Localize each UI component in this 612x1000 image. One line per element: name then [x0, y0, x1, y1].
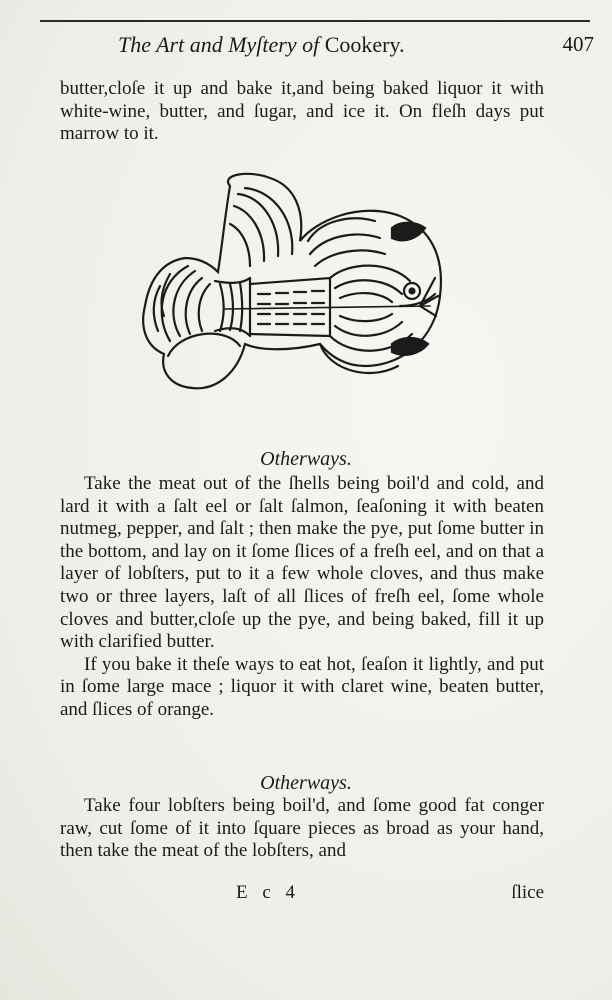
paragraph: butter,cloſe it up and bake it,and being baked liquor it with white-wine, butter, and ſugar, and ice it. On fleſh days put marrow to it. [60, 78, 544, 145]
paragraph: Take the meat out of the ſhells being boil'd and cold, and lard it with a ſalt eel or ſalt ſalmon, ſeaſoning it with beaten nutmeg, pepper, and ſalt ; then make the pye, put ſome butter in the bottom, and lay on it ſome ſlices of a freſh eel, and on that a layer of lobſters, put to it a few whole cloves, and thus make two or three layers, laſt of all ſlices of freſh eel, ſome whole cloves and butter,cloſe up the pye, and being baked, fill it up with clarified butter. [60, 473, 544, 653]
section-body [60, 473, 544, 722]
running-header [60, 30, 594, 64]
section-heading: Otherways. [260, 772, 352, 794]
page-number: 407 [562, 32, 594, 56]
paragraph: If you bake it theſe ways to eat hot, ſeaſon it lightly, and put in ſome large mace ; liquor it with claret wine, beaten butter, and ſlices of orange. [60, 653, 544, 720]
signature-mark: E c 4 [236, 882, 301, 903]
pie-pattern-icon [130, 166, 450, 431]
paragraph: Take four lobſters being boil'd, and ſome good fat conger raw, cut ſome of it into ſquare pieces as broad as your hand, then take the meat of the lobſters, and [60, 795, 544, 862]
catchword: ſlice [511, 882, 544, 903]
page-footer [60, 882, 544, 908]
section-heading: Otherways. [260, 448, 352, 470]
header-rule [40, 20, 590, 22]
running-title: The Art and Myſtery of Cookery. [118, 32, 405, 57]
continued-paragraph [60, 78, 544, 146]
section-body [60, 795, 544, 863]
